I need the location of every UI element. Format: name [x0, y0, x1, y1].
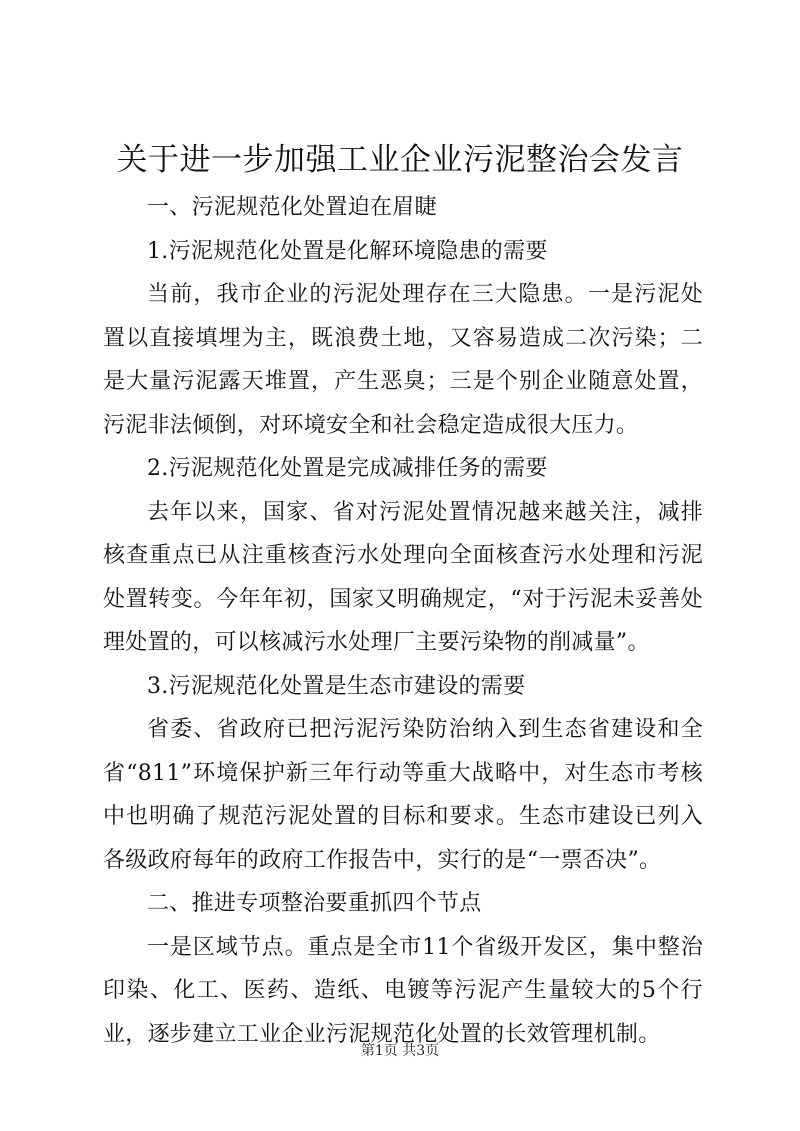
section-heading-1: 一、污泥规范化处置迫在眉睫 [147, 195, 437, 220]
paragraph-2: 去年以来，国家、省对污泥处置情况越来越关注，减排核查重点已从注重核查污水处理向全面核查污水处理和污泥处置转变。今年年初，国家又明确规定，“对于污泥未妥善处理处置的，可以核减污水处理厂主要污染物的削减量”。 [103, 499, 703, 655]
subsection-heading-2: 2.污泥规范化处置是完成减排任务的需要 [147, 456, 548, 481]
paragraph-4: 一是区域节点。重点是全市11个省级开发区，集中整治印染、化工、医药、造纸、电镀等污泥产生量较大的5个行业，逐步建立工业企业污泥规范化处置的长效管理机制。 [103, 934, 703, 1047]
paragraph-1: 当前，我市企业的污泥处理存在三大隐患。一是污泥处置以直接填埋为主，既浪费土地，又容易造成二次污染；二是大量污泥露天堆置，产生恶臭；三是个别企业随意处置，污泥非法倾倒，对环境安全和社会稳定造成很大压力。 [103, 282, 703, 438]
section-heading-2: 二、推进专项整治要重抓四个节点 [147, 891, 482, 916]
document-body [103, 186, 703, 1056]
subsection-heading-1: 1.污泥规范化处置是化解环境隐患的需要 [147, 238, 548, 264]
paragraph-3: 省委、省政府已把污泥污染防治纳入到生态省建设和全省“811”环境保护新三年行动等重大战略中，对生态市考核中也明确了规范污泥处置的目标和要求。生态市建设已列入各级政府每年的政府工作报告中，实行的是“一票否决”。 [103, 717, 703, 873]
document-title: 关于进一步加强工业企业污泥整治会发言 [116, 142, 684, 178]
subsection-heading-3: 3.污泥规范化处置是生态市建设的需要 [147, 673, 526, 699]
page-footer: 第1页 共3页 [360, 1043, 440, 1059]
